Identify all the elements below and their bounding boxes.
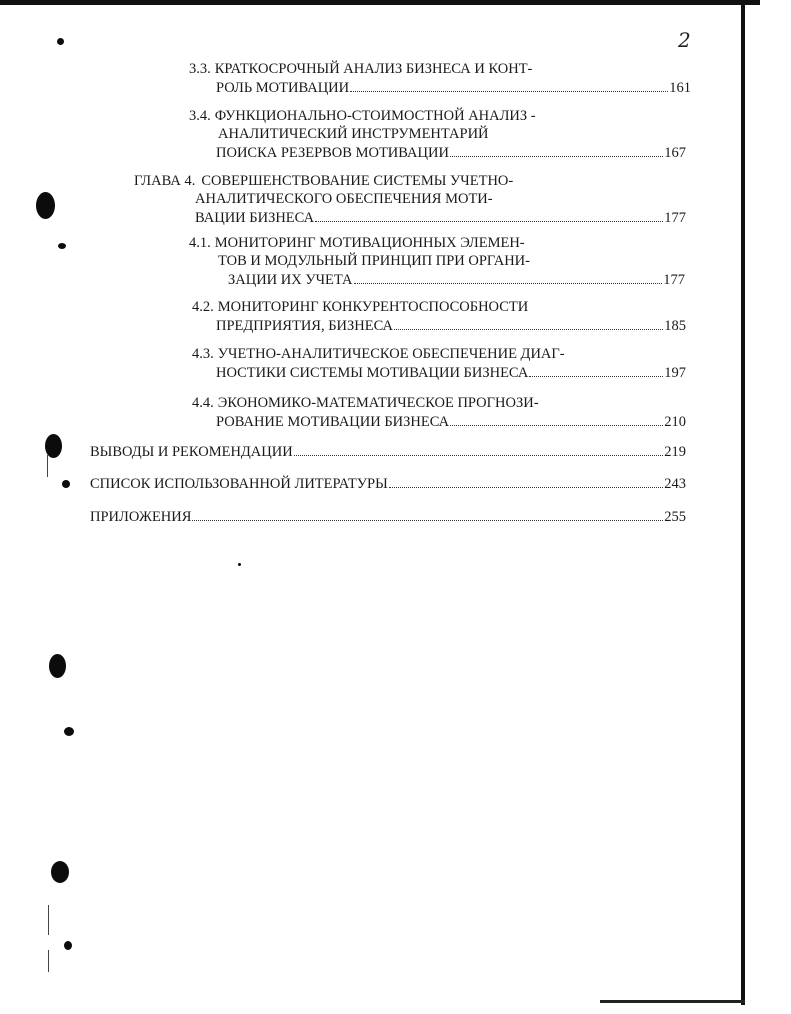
toc-entry-4-3 <box>192 345 686 381</box>
entry-title: УЧЕТНО-АНАЛИТИЧЕСКОЕ ОБЕСПЕЧЕНИЕ ДИАГ- <box>217 346 565 362</box>
chapter-number: ГЛАВА 4. <box>134 173 196 189</box>
entry-title: НОСТИКИ СИСТЕМЫ МОТИВАЦИИ БИЗНЕСА <box>216 365 529 381</box>
section-number: 4.1. <box>189 235 211 251</box>
entry-title: ПРЕДПРИЯТИЯ, БИЗНЕСА <box>216 318 394 334</box>
toc-entry-chapter-4 <box>134 172 686 226</box>
toc-entry-4-2 <box>192 298 686 334</box>
entry-title: ПРИЛОЖЕНИЯ <box>90 509 192 525</box>
entry-title: РОВАНИЕ МОТИВАЦИИ БИЗНЕСА <box>216 414 450 430</box>
toc-entry-4-1 <box>189 234 685 288</box>
toc-entry-references <box>90 474 686 492</box>
toc-entry-conclusions <box>90 442 686 460</box>
page-ref: 177 <box>663 272 685 288</box>
page-ref: 161 <box>669 80 691 96</box>
page-ref: 243 <box>664 476 686 492</box>
toc-entry-appendices <box>90 507 686 525</box>
entry-title: ФУНКЦИОНАЛЬНО-СТОИМОСТНОЙ АНАЛИЗ - <box>214 108 536 124</box>
entry-title: РОЛЬ МОТИВАЦИИ <box>216 80 350 96</box>
dot-leader <box>450 143 663 157</box>
page-ref: 255 <box>664 509 686 525</box>
entry-title: ВАЦИИ БИЗНЕСА <box>195 210 315 226</box>
entry-title: МОНИТОРИНГ МОТИВАЦИОННЫХ ЭЛЕМЕН- <box>214 235 525 251</box>
entry-title: КРАТКОСРОЧНЫЙ АНАЛИЗ БИЗНЕСА И КОНТ- <box>214 61 533 77</box>
section-number: 3.4. <box>189 108 211 124</box>
section-number: 4.2. <box>192 299 214 315</box>
dot-leader <box>192 507 663 521</box>
entry-title: АНАЛИТИЧЕСКОГО ОБЕСПЕЧЕНИЯ МОТИ- <box>195 191 493 207</box>
dot-leader <box>389 474 663 488</box>
dot-leader <box>350 78 668 92</box>
page-ref: 185 <box>664 318 686 334</box>
entry-title: СОВЕРШЕНСТВОВАНИЕ СИСТЕМЫ УЧЕТНО- <box>201 173 514 189</box>
dot-leader <box>529 363 663 377</box>
page-ref: 219 <box>664 444 686 460</box>
dot-leader <box>354 270 663 284</box>
page-ref: 177 <box>664 210 686 226</box>
page-ref: 167 <box>664 145 686 161</box>
page-ref: 210 <box>664 414 686 430</box>
toc-entry-3-3 <box>189 60 691 96</box>
dot-leader <box>294 442 664 456</box>
entry-title: ВЫВОДЫ И РЕКОМЕНДАЦИИ <box>90 444 293 460</box>
entry-title: МОНИТОРИНГ КОНКУРЕНТОСПОСОБНОСТИ <box>217 299 529 315</box>
entry-title: ТОВ И МОДУЛЬНЫЙ ПРИНЦИП ПРИ ОРГАНИ- <box>218 253 530 269</box>
section-number: 3.3. <box>189 61 211 77</box>
section-number: 4.4. <box>192 395 214 411</box>
entry-title: ЭКОНОМИКО-МАТЕМАТИЧЕСКОЕ ПРОГНОЗИ- <box>217 395 539 411</box>
entry-title: АНАЛИТИЧЕСКИЙ ИНСТРУМЕНТАРИЙ <box>218 126 489 142</box>
dot-leader <box>315 208 663 222</box>
page-ref: 197 <box>664 365 686 381</box>
entry-title: СПИСОК ИСПОЛЬЗОВАННОЙ ЛИТЕРАТУРЫ <box>90 476 388 492</box>
section-number: 4.3. <box>192 346 214 362</box>
dot-leader <box>394 316 663 330</box>
dot-leader <box>450 412 663 426</box>
toc-entry-4-4 <box>192 394 686 430</box>
entry-title: ЗАЦИИ ИХ УЧЕТА <box>228 272 353 288</box>
page-number: 2 <box>678 28 691 52</box>
entry-title: ПОИСКА РЕЗЕРВОВ МОТИВАЦИИ <box>216 145 449 161</box>
toc-entry-3-4 <box>189 107 686 161</box>
